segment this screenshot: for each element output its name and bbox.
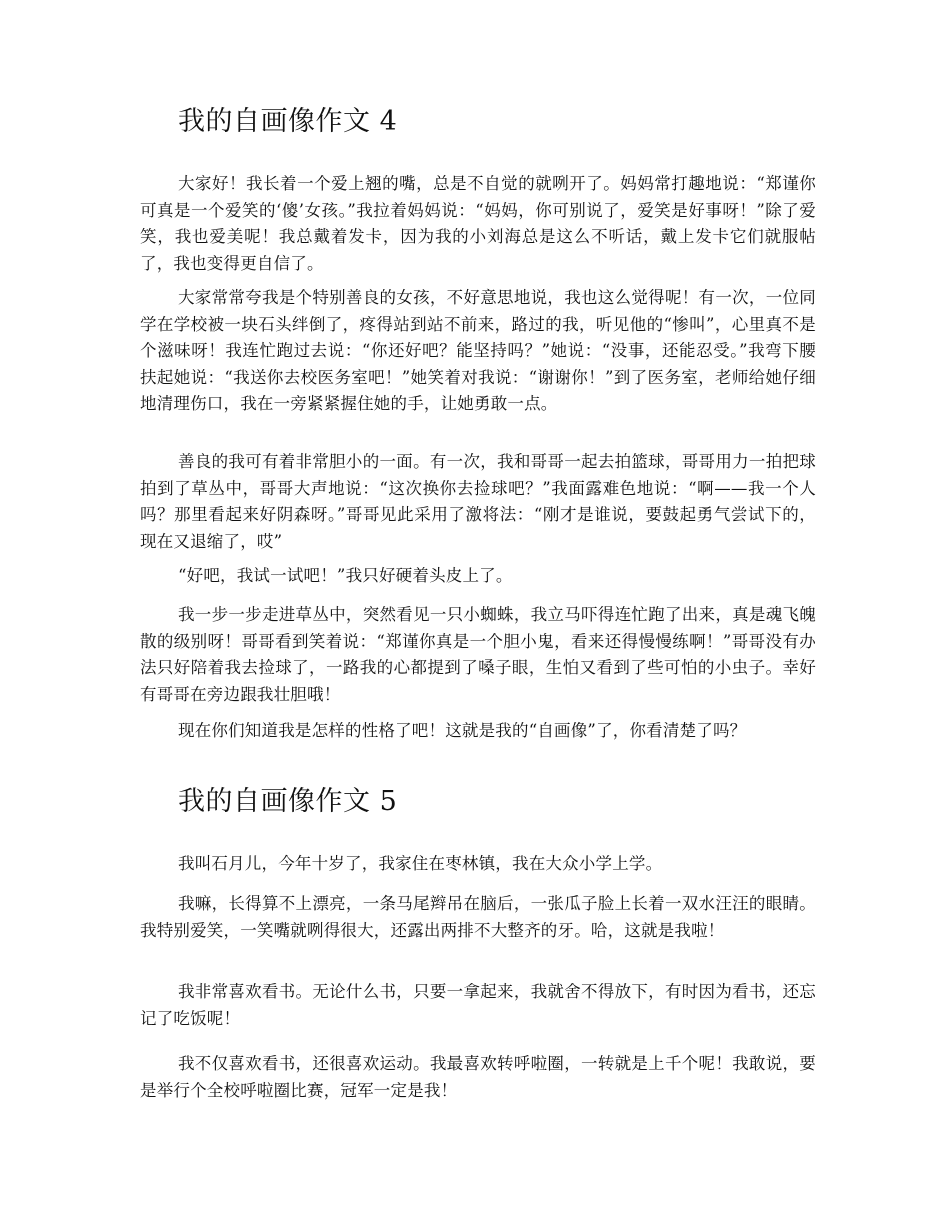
section-5-paragraph-1: 我叫石月儿，今年十岁了，我家住在枣林镇，我在大众小学上学。 (178, 854, 663, 873)
section-title-5: 我的自画像作文 5 (178, 786, 398, 817)
section-4-paragraph-2: 大家常常夸我是个特别善良的女孩，不好意思地说，我也这么觉得呢！有一次，一位同学在学校被一块石头绊倒了，疼得站到站不前来，路过的我，听见他的“惨叫”，心里真不是个滋味呀！我连忙跑过去说：“你还好吧？能坚持吗？”她说：“没事，还能忍受。”我弯下腰扶起她说：“我送你去校医务室吧！”她笑着对我说：“谢谢你！”到了医务室，老师给她仔细地清理伤口，我在一旁紧紧握住她的手，让她勇敢一点。 (140, 288, 816, 413)
section-4-paragraph-6: 现在你们知道我是怎样的性格了吧！这就是我的“自画像”了，你看清楚了吗？ (178, 721, 747, 740)
section-title-4: 我的自画像作文 4 (178, 106, 398, 137)
section-4-paragraph-1: 大家好！我长着一个爱上翘的嘴，总是不自觉的就咧开了。妈妈常打趣地说：“郑谨你可真是一个爱笑的‘傻’女孩。”我拉着妈妈说：“妈妈，你可别说了，爱笑是好事呀！”除了爱笑，我也爱美呢！我总戴着发卡，因为我的小刘海总是这么不听话，戴上发卡它们就服帖了，我也变得更自信了。 (140, 174, 816, 273)
section-4-paragraph-4: “好吧，我试一试吧！”我只好硬着头皮上了。 (178, 566, 513, 585)
section-4-paragraph-5: 我一步一步走进草丛中，突然看见一只小蜘蛛，我立马吓得连忙跑了出来，真是魂飞魄散的级别呀！哥哥看到笑着说：“郑谨你真是一个胆小鬼，看来还得慢慢练啊！”哥哥没有办法只好陪着我去捡球了，一路我的心都提到了嗓子眼，生怕又看到了些可怕的小虫子。幸好有哥哥在旁边跟我壮胆哦！ (140, 605, 816, 704)
section-5-paragraph-4: 我不仅喜欢看书，还很喜欢运动。我最喜欢转呼啦圈，一转就是上千个呢！我敢说，要是举行个全校呼啦圈比赛，冠军一定是我！ (140, 1054, 816, 1100)
section-5-paragraph-3: 我非常喜欢看书。无论什么书，只要一拿起来，我就舍不得放下，有时因为看书，还忘记了吃饭呢！ (140, 982, 816, 1028)
section-4-paragraph-3: 善良的我可有着非常胆小的一面。有一次，我和哥哥一起去拍篮球，哥哥用力一拍把球拍到了草丛中，哥哥大声地说：“这次换你去捡球吧？”我面露难色地说：“啊——我一个人吗？那里看起来好阴森呀。”哥哥见此采用了激将法：“刚才是谁说，要鼓起勇气尝试下的，现在又退缩了，哎” (140, 452, 816, 551)
section-5-paragraph-2: 我嘛，长得算不上漂亮，一条马尾辫吊在脑后，一张瓜子脸上长着一双水汪汪的眼睛。我特别爱笑，一笑嘴就咧得很大，还露出两排不大整齐的牙。哈，这就是我啦！ (140, 894, 816, 940)
